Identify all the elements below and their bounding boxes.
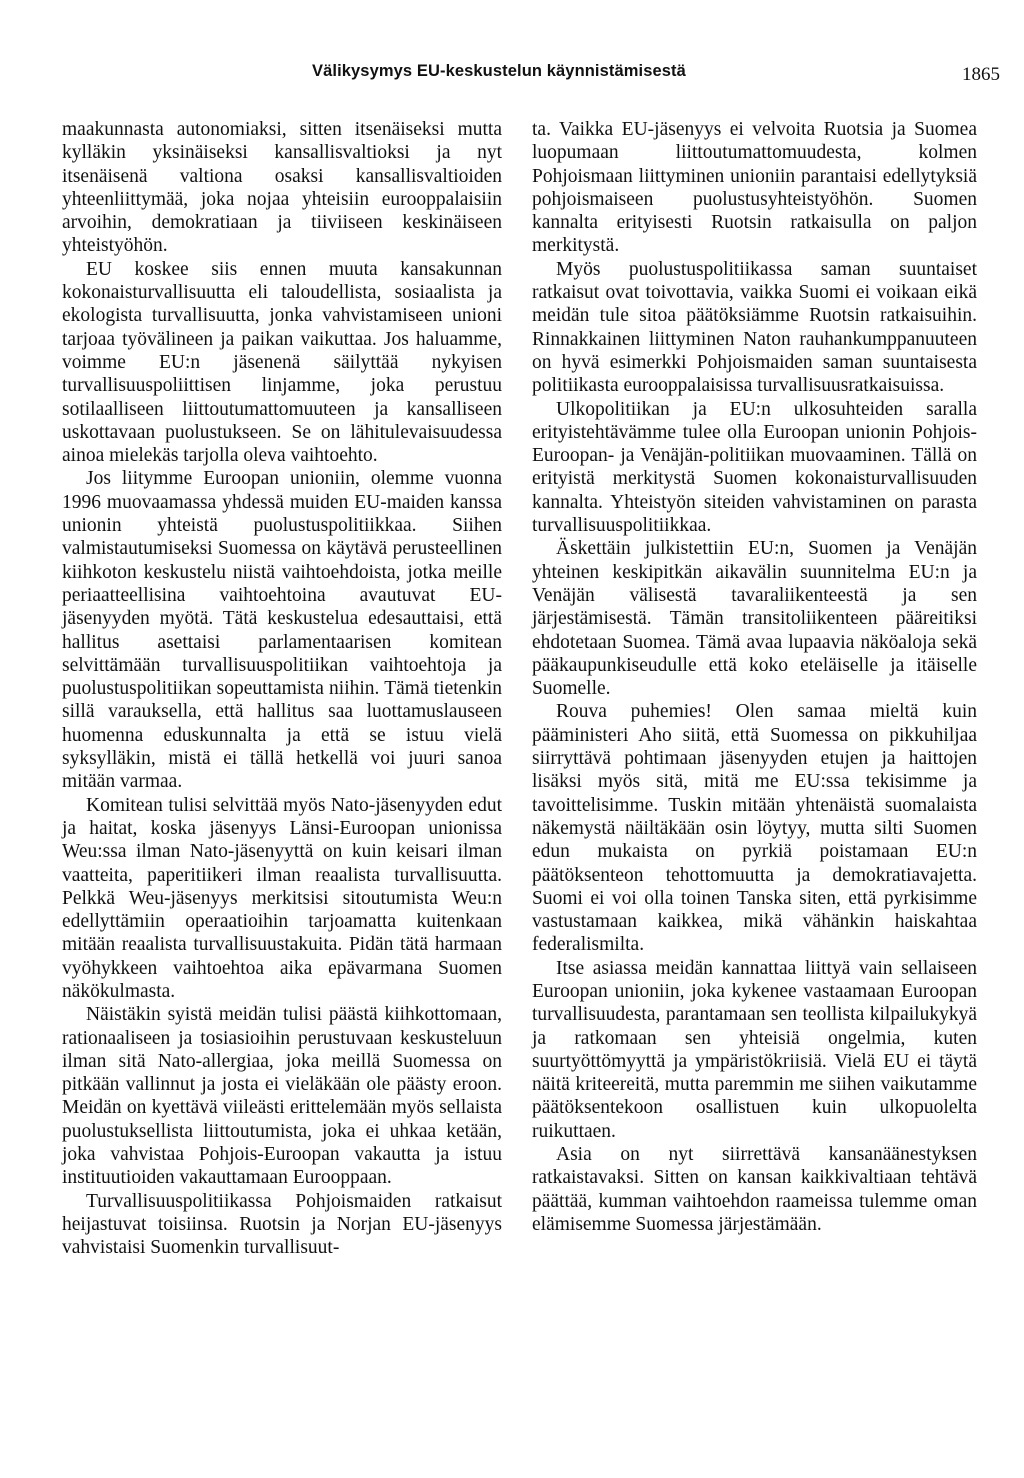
paragraph: Komitean tulisi selvittää myös Nato-jäsenyyden edut ja haitat, koska jäsenyys Länsi-Euroopan unionissa Weu:ssa ilman Nato-jäsenyyttä on kuin keisari ilman vaatteita, paperitiikeri ilman reaalista turvallisuutta. Pelkkä Weu-jäsenyys merkitsisi sitoutumista Weu:n edellyttämiin operaatioihin tarjoamatta kuitenkaan mitään reaalista turvallisuustakuita. Pidän tätä harmaan vyöhykkeen vaihtoehtoa aika epävarmana Suomen näkökulmasta. [62, 794, 502, 1002]
paragraph: maakunnasta autonomiaksi, sitten itsenäiseksi mutta kylläkin yksinäiseksi kansallisvaltioksi ja nyt itsenäisenä valtiona osaksi kansallisvaltioiden yhteenliittymää, joka nojaa yhteisiin eurooppalaisiin arvoihin, demokratiaan ja tiiviiseen keskinäiseen yhteistyöhön. [62, 119, 502, 257]
paragraph: Jos liitymme Euroopan unioniin, olemme vuonna 1996 muovaamassa yhdessä muiden EU-maiden kanssa unionin yhteistä puolustuspolitiikkaa. Siihen valmistautumiseksi Suomessa on käytävä perusteellinen kiihkoton keskustelu niistä vaihtoehdoista, jotka meille periaatteellisina vaihtoehtoina avautuvat EU-jäsenyyden myötä. Tätä keskustelua edesauttaisi, että hallitus asettaisi parlamentaarisen komitean selvittämään turvallisuuspolitiikan vaihtoehtoja ja puolustuspolitiikan sopeuttamista niihin. Tämä tietenkin sillä varauksella, että hallitus saa luottamuslauseen huomenna eduskunnalta ja että se istuu vielä syksylläkin, mistä ei tällä hetkellä voi juuri sanoa mitään varmaa. [62, 468, 502, 793]
paragraph: EU koskee siis ennen muuta kansakunnan kokonaisturvallisuutta eli taloudellista, sosiaalista ja ekologista turvallisuutta, jonka vahvistamiseen unioni tarjoaa työvälineen ja paikan vaikuttaa. Jos haluamme, voimme EU:n jäsenenä säilyttää nykyisen turvallisuuspoliittisen linjamme, joka perustuu sotilaalliseen liittoutumattomuuteen ja kansalliseen uskottavaan puolustukseen. Se on lähitulevaisuudessa ainoa mielekäs tarjolla oleva vaihtoehto. [62, 258, 502, 467]
paragraph: ta. Vaikka EU-jäsenyys ei velvoita Ruotsia ja Suomea luopumaan liittoutumattomuudesta, kolmen Pohjoismaan liittyminen unioniin parantaisi edellytyksiä pohjoismaiseen puolustusyhteistyöhön. Suomen kannalta erityisesti Ruotsin ratkaisulla on paljon merkitystä. [532, 119, 977, 257]
page-header [62, 60, 1000, 90]
left-column [62, 118, 502, 1260]
paragraph: Äskettäin julkistettiin EU:n, Suomen ja Venäjän yhteinen keskipitkän aikavälin suunnitelma EU:n ja Venäjän välisestä tavaraliikenteestä ja sen järjestämisestä. Tämän transitoliikenteen pääreitiksi ehdotetaan Suomea. Tämä avaa lupaavia näköaloja sekä pääkaupunkiseudulle että koko eteläiselle ja itäiselle Suomelle. [532, 538, 977, 700]
paragraph: Myös puolustuspolitiikassa saman suuntaiset ratkaisut ovat toivottavia, vaikka Suomi ei voikaan eikä meidän tule sitoa päätöksiämme Ruotsin ratkaisuihin. Rinnakkainen liittyminen Naton rauhankumppanuuteen on hyvä esimerkki Pohjoismaiden saman suuntaisesta politiikasta eurooppalaisissa turvallisuusratkaisuissa. [532, 258, 977, 397]
paragraph: Asia on nyt siirrettävä kansanäänestyksen ratkaistavaksi. Sitten on kansan kaikkivaltiaan tehtävä päättää, kumman vaihtoehdon raameissa tulemme oman elämisemme Suomessa järjestämään. [532, 1144, 977, 1235]
paragraph: Itse asiassa meidän kannattaa liittyä vain sellaiseen Euroopan unioniin, joka kykenee vastaamaan Euroopan turvallisuudesta, parantamaan sen teollista kilpailukykyä ja ratkomaan sen yhteisiä ongelmia, kuten suurtyöttömyyttä ja ympäristökriisiä. Vielä EU ei täytä näitä kriteereitä, mutta paremmin me siihen vaikutamme päätöksentekoon osallistuen kuin ulkopuolelta ruikuttaen. [532, 957, 977, 1142]
paragraph: Näistäkin syistä meidän tulisi päästä kiihkottomaan, rationaaliseen ja tosiasioihin perustuvaan keskusteluun ilman sitä Nato-allergiaa, joka meillä Suomessa on pitkään vallinnut ja josta ei vieläkään ole päästy eroon. Meidän on kyettävä viileästi erittelemään myös sellaista puolustuksellista liittoutumista, joka ei uhkaa ketään, joka vahvistaa Pohjois-Euroopan vakautta ja istuu instituutioiden vakauttamaan Eurooppaan. [62, 1004, 502, 1189]
paragraph: Turvallisuuspolitiikassa Pohjoismaiden ratkaisut heijastuvat toisiinsa. Ruotsin ja Norjan EU-jäsenyys vahvistaisi Suomenkin turvallisuut- [62, 1190, 502, 1259]
paragraph: Rouva puhemies! Olen samaa mieltä kuin pääministeri Aho siitä, että Suomessa on pikkuhiljaa siirryttävä pohtimaan jäsenyyden etujen ja haittojen lisäksi myös sitä, mitä me EU:ssa tekisimme ja tavoittelisimme. Tuskin mitään yhtenäistä suomalaista näkemystä näiltäkään osin löytyy, mutta silti Suomen edun mukaista on pyrkiä poistamaan EU:n päätöksenteon tehottomuutta ja demokratiavajetta. Suomi ei voi olla toinen Tanska siten, että pyrkisimme vastustamaan kaikkea, mikä vähänkin haiskahtaa federalismilta. [532, 701, 977, 956]
right-column [532, 118, 977, 1236]
paragraph: Ulkopolitiikan ja EU:n ulkosuhteiden saralla erityistehtävämme tulee olla Euroopan unionin Pohjois-Euroopan- ja Venäjän-politiikan muovaaminen. Tällä on erityistä merkitystä Suomen kokonaisturvallisuuden kannalta. Yhteistyön siteiden vahvistaminen on parasta turvallisuuspolitiikkaa. [532, 398, 977, 537]
running-title: Välikysymys EU-keskustelun käynnistämisestä [312, 62, 686, 80]
page-number: 1865 [962, 64, 1000, 85]
